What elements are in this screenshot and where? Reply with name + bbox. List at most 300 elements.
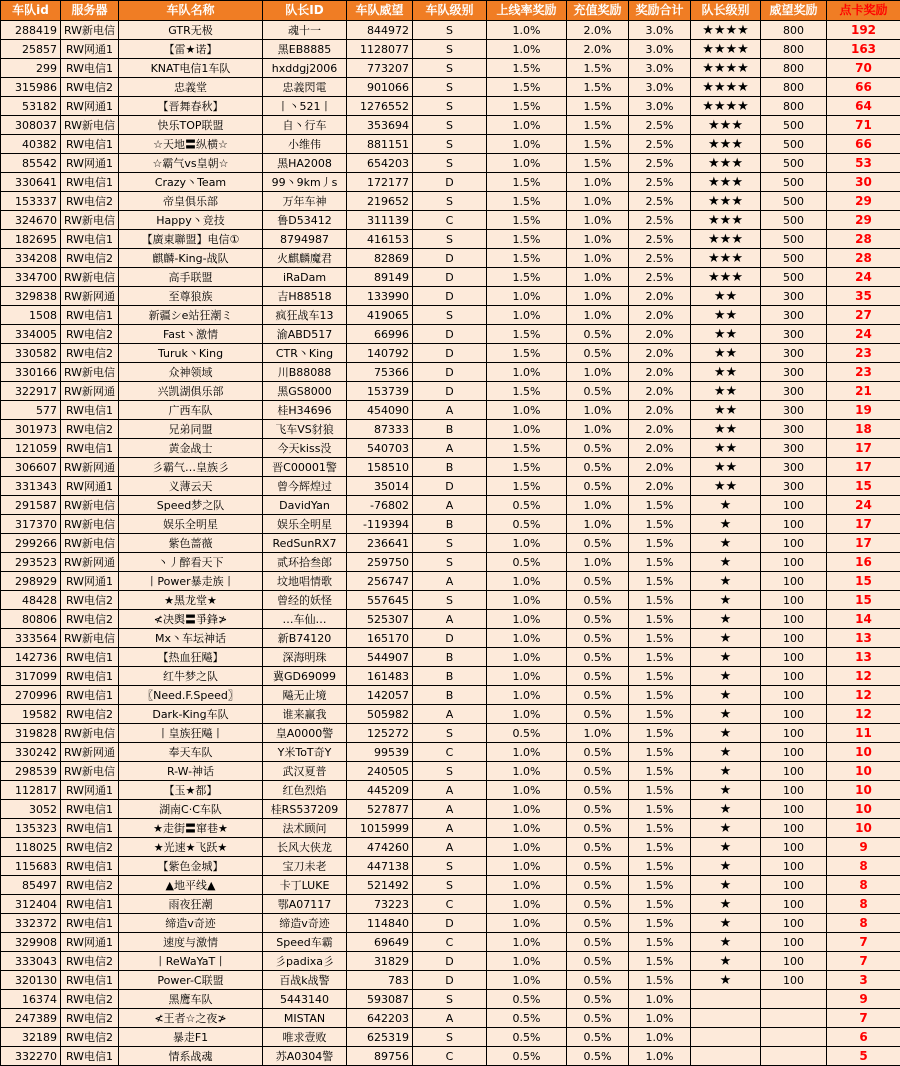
cell-server: RW电信1 bbox=[61, 800, 119, 819]
cell-team-prestige: 1276552 bbox=[347, 97, 413, 116]
table-row bbox=[1, 249, 900, 268]
cell-team-id: 153337 bbox=[1, 192, 61, 211]
cell-team-name: 【热血狂飚】 bbox=[119, 648, 263, 667]
cell-team-name: R-W-神话 bbox=[119, 762, 263, 781]
cell-team-name: Dark-King车队 bbox=[119, 705, 263, 724]
cell-team-level: D bbox=[413, 325, 487, 344]
cell-team-prestige: 87333 bbox=[347, 420, 413, 439]
cell-captain-id: 曾经的妖怪 bbox=[263, 591, 347, 610]
cell-captain-level: ★ bbox=[691, 705, 761, 724]
cell-reward-total: 2.5% bbox=[629, 135, 691, 154]
cell-team-prestige: 654203 bbox=[347, 154, 413, 173]
cell-server: RW电信1 bbox=[61, 1047, 119, 1066]
cell-card-reward: 8 bbox=[827, 876, 900, 895]
cell-team-prestige: 240505 bbox=[347, 762, 413, 781]
cell-team-prestige: 142057 bbox=[347, 686, 413, 705]
cell-team-name: 兴凯湖俱乐部 bbox=[119, 382, 263, 401]
table-row bbox=[1, 211, 900, 230]
cell-recharge-reward: 0.5% bbox=[567, 1009, 629, 1028]
cell-team-prestige: 625319 bbox=[347, 1028, 413, 1047]
cell-server: RW电信1 bbox=[61, 306, 119, 325]
cell-online-reward: 0.5% bbox=[487, 1028, 567, 1047]
cell-online-reward: 1.0% bbox=[487, 610, 567, 629]
cell-reward-total: 1.5% bbox=[629, 914, 691, 933]
cell-team-id: 317099 bbox=[1, 667, 61, 686]
cell-team-id: 85497 bbox=[1, 876, 61, 895]
cell-recharge-reward: 1.0% bbox=[567, 515, 629, 534]
cell-team-name: 速度与激情 bbox=[119, 933, 263, 952]
cell-team-level: A bbox=[413, 572, 487, 591]
cell-card-reward: 15 bbox=[827, 572, 900, 591]
cell-team-prestige: -119394 bbox=[347, 515, 413, 534]
cell-captain-id: 渝ABD517 bbox=[263, 325, 347, 344]
cell-team-name: 彡霸气…皇族彡 bbox=[119, 458, 263, 477]
cell-team-level: A bbox=[413, 401, 487, 420]
cell-recharge-reward: 1.0% bbox=[567, 724, 629, 743]
cell-online-reward: 0.5% bbox=[487, 515, 567, 534]
cell-prestige-reward: 300 bbox=[761, 458, 827, 477]
cell-server: RW新网通 bbox=[61, 287, 119, 306]
cell-card-reward: 35 bbox=[827, 287, 900, 306]
cell-captain-level: ★★ bbox=[691, 439, 761, 458]
cell-server: RW电信1 bbox=[61, 230, 119, 249]
cell-team-prestige: 259750 bbox=[347, 553, 413, 572]
cell-card-reward: 7 bbox=[827, 952, 900, 971]
cell-team-id: 25857 bbox=[1, 40, 61, 59]
cell-captain-id: 8794987 bbox=[263, 230, 347, 249]
cell-reward-total: 2.0% bbox=[629, 363, 691, 382]
cell-team-id: 121059 bbox=[1, 439, 61, 458]
cell-captain-id: 坟地唱情歌 bbox=[263, 572, 347, 591]
cell-team-name: 忠義堂 bbox=[119, 78, 263, 97]
cell-reward-total: 1.5% bbox=[629, 629, 691, 648]
cell-captain-id: 卡丁LUKE bbox=[263, 876, 347, 895]
cell-prestige-reward: 100 bbox=[761, 724, 827, 743]
cell-reward-total: 2.5% bbox=[629, 268, 691, 287]
cell-server: RW电信1 bbox=[61, 173, 119, 192]
cell-prestige-reward: 500 bbox=[761, 192, 827, 211]
cell-recharge-reward: 0.5% bbox=[567, 458, 629, 477]
cell-captain-id: 贰环拾叁郎 bbox=[263, 553, 347, 572]
cell-prestige-reward: 300 bbox=[761, 287, 827, 306]
cell-prestige-reward: 800 bbox=[761, 40, 827, 59]
cell-team-prestige: 447138 bbox=[347, 857, 413, 876]
cell-card-reward: 29 bbox=[827, 192, 900, 211]
table-row bbox=[1, 268, 900, 287]
cell-prestige-reward: 100 bbox=[761, 610, 827, 629]
cell-reward-total: 1.5% bbox=[629, 572, 691, 591]
cell-captain-id: 飞车VS豺狼 bbox=[263, 420, 347, 439]
cell-team-id: 182695 bbox=[1, 230, 61, 249]
cell-server: RW网通1 bbox=[61, 477, 119, 496]
cell-captain-id: 法术顾问 bbox=[263, 819, 347, 838]
cell-recharge-reward: 2.0% bbox=[567, 40, 629, 59]
cell-team-name: 暴走F1 bbox=[119, 1028, 263, 1047]
cell-captain-level: ★★ bbox=[691, 458, 761, 477]
cell-captain-level: ★★★ bbox=[691, 268, 761, 287]
cell-online-reward: 1.5% bbox=[487, 97, 567, 116]
cell-team-name: Speed梦之队 bbox=[119, 496, 263, 515]
cell-recharge-reward: 1.0% bbox=[567, 420, 629, 439]
cell-reward-total: 1.5% bbox=[629, 933, 691, 952]
cell-prestige-reward: 300 bbox=[761, 382, 827, 401]
cell-recharge-reward: 0.5% bbox=[567, 895, 629, 914]
cell-card-reward: 10 bbox=[827, 743, 900, 762]
cell-card-reward: 16 bbox=[827, 553, 900, 572]
cell-online-reward: 1.0% bbox=[487, 154, 567, 173]
cell-recharge-reward: 0.5% bbox=[567, 382, 629, 401]
cell-captain-id: 长风大侠龙 bbox=[263, 838, 347, 857]
cell-team-name: 〖Need.F.Speed〗 bbox=[119, 686, 263, 705]
cell-captain-level: ★★ bbox=[691, 344, 761, 363]
cell-recharge-reward: 0.5% bbox=[567, 439, 629, 458]
cell-team-id: 330582 bbox=[1, 344, 61, 363]
cell-recharge-reward: 0.5% bbox=[567, 534, 629, 553]
cell-team-level: S bbox=[413, 78, 487, 97]
cell-prestige-reward: 300 bbox=[761, 401, 827, 420]
table-row bbox=[1, 325, 900, 344]
cell-team-id: 299 bbox=[1, 59, 61, 78]
cell-prestige-reward: 100 bbox=[761, 629, 827, 648]
cell-online-reward: 1.0% bbox=[487, 686, 567, 705]
cell-captain-id: 魂十一 bbox=[263, 21, 347, 40]
cell-team-prestige: 1015999 bbox=[347, 819, 413, 838]
cell-team-prestige: 158510 bbox=[347, 458, 413, 477]
cell-card-reward: 24 bbox=[827, 268, 900, 287]
cell-captain-id: MISTAN bbox=[263, 1009, 347, 1028]
cell-reward-total: 1.0% bbox=[629, 1047, 691, 1066]
cell-team-name: Happy丶竞技 bbox=[119, 211, 263, 230]
table-row bbox=[1, 553, 900, 572]
cell-team-prestige: 881151 bbox=[347, 135, 413, 154]
cell-card-reward: 28 bbox=[827, 230, 900, 249]
cell-card-reward: 12 bbox=[827, 686, 900, 705]
cell-online-reward: 0.5% bbox=[487, 990, 567, 1009]
cell-recharge-reward: 0.5% bbox=[567, 914, 629, 933]
table-row bbox=[1, 610, 900, 629]
cell-team-level: S bbox=[413, 306, 487, 325]
cell-captain-level: ★★★★ bbox=[691, 78, 761, 97]
cell-captain-id: hxddgj2006 bbox=[263, 59, 347, 78]
cell-online-reward: 1.0% bbox=[487, 819, 567, 838]
cell-server: RW新电信 bbox=[61, 211, 119, 230]
cell-recharge-reward: 0.5% bbox=[567, 857, 629, 876]
cell-team-prestige: 133990 bbox=[347, 287, 413, 306]
cell-team-name: 【雷★诺】 bbox=[119, 40, 263, 59]
cell-reward-total: 1.5% bbox=[629, 496, 691, 515]
header-captain-id: 队长ID bbox=[263, 1, 347, 21]
cell-team-id: 333564 bbox=[1, 629, 61, 648]
cell-team-prestige: 66996 bbox=[347, 325, 413, 344]
cell-server: RW电信1 bbox=[61, 648, 119, 667]
cell-captain-id: Speed车霸 bbox=[263, 933, 347, 952]
cell-reward-total: 2.5% bbox=[629, 116, 691, 135]
cell-captain-level: ★★★ bbox=[691, 116, 761, 135]
table-row bbox=[1, 857, 900, 876]
table-row bbox=[1, 1028, 900, 1047]
cell-team-level: S bbox=[413, 59, 487, 78]
cell-team-id: 317370 bbox=[1, 515, 61, 534]
table-row bbox=[1, 287, 900, 306]
cell-captain-level: ★★★★ bbox=[691, 59, 761, 78]
table-row bbox=[1, 154, 900, 173]
cell-team-prestige: 454090 bbox=[347, 401, 413, 420]
cell-reward-total: 1.5% bbox=[629, 610, 691, 629]
cell-captain-id: 5443140 bbox=[263, 990, 347, 1009]
cell-team-id: 53182 bbox=[1, 97, 61, 116]
cell-captain-id: 鲁D53412 bbox=[263, 211, 347, 230]
cell-team-id: 324670 bbox=[1, 211, 61, 230]
cell-team-id: 80806 bbox=[1, 610, 61, 629]
cell-reward-total: 2.5% bbox=[629, 230, 691, 249]
cell-team-level: S bbox=[413, 97, 487, 116]
cell-captain-level: ★ bbox=[691, 724, 761, 743]
cell-prestige-reward bbox=[761, 1009, 827, 1028]
cell-captain-level: ★ bbox=[691, 762, 761, 781]
cell-captain-id: …车仙… bbox=[263, 610, 347, 629]
cell-team-name: 义薄云天 bbox=[119, 477, 263, 496]
cell-reward-total: 2.0% bbox=[629, 458, 691, 477]
cell-card-reward: 17 bbox=[827, 515, 900, 534]
cell-captain-id: 小维伟 bbox=[263, 135, 347, 154]
cell-prestige-reward: 100 bbox=[761, 553, 827, 572]
cell-prestige-reward: 100 bbox=[761, 686, 827, 705]
cell-prestige-reward: 300 bbox=[761, 363, 827, 382]
cell-team-level: C bbox=[413, 1047, 487, 1066]
cell-online-reward: 1.0% bbox=[487, 952, 567, 971]
cell-team-prestige: -76802 bbox=[347, 496, 413, 515]
header-team-id: 车队id bbox=[1, 1, 61, 21]
cell-reward-total: 1.5% bbox=[629, 800, 691, 819]
cell-prestige-reward: 800 bbox=[761, 21, 827, 40]
cell-prestige-reward: 300 bbox=[761, 420, 827, 439]
cell-team-level: D bbox=[413, 287, 487, 306]
cell-team-prestige: 140792 bbox=[347, 344, 413, 363]
cell-recharge-reward: 0.5% bbox=[567, 876, 629, 895]
table-row bbox=[1, 838, 900, 857]
cell-reward-total: 1.5% bbox=[629, 724, 691, 743]
cell-online-reward: 1.0% bbox=[487, 933, 567, 952]
cell-captain-level bbox=[691, 1009, 761, 1028]
cell-team-name: Turuk丶King bbox=[119, 344, 263, 363]
cell-team-id: 332372 bbox=[1, 914, 61, 933]
cell-card-reward: 7 bbox=[827, 1009, 900, 1028]
cell-online-reward: 1.0% bbox=[487, 363, 567, 382]
cell-reward-total: 1.5% bbox=[629, 895, 691, 914]
cell-card-reward: 19 bbox=[827, 401, 900, 420]
cell-server: RW电信1 bbox=[61, 914, 119, 933]
cell-team-id: 306607 bbox=[1, 458, 61, 477]
cell-recharge-reward: 0.5% bbox=[567, 933, 629, 952]
cell-card-reward: 13 bbox=[827, 629, 900, 648]
cell-recharge-reward: 0.5% bbox=[567, 1028, 629, 1047]
cell-server: RW新电信 bbox=[61, 496, 119, 515]
cell-team-level: C bbox=[413, 895, 487, 914]
cell-team-id: 298539 bbox=[1, 762, 61, 781]
cell-online-reward: 1.5% bbox=[487, 249, 567, 268]
table-row bbox=[1, 230, 900, 249]
cell-recharge-reward: 1.5% bbox=[567, 78, 629, 97]
cell-team-name: 奉天车队 bbox=[119, 743, 263, 762]
cell-reward-total: 2.0% bbox=[629, 420, 691, 439]
cell-team-level: S bbox=[413, 553, 487, 572]
cell-card-reward: 192 bbox=[827, 21, 900, 40]
cell-prestige-reward: 100 bbox=[761, 496, 827, 515]
cell-team-name: ≮决舆〓爭鋒≯ bbox=[119, 610, 263, 629]
cell-prestige-reward: 100 bbox=[761, 515, 827, 534]
cell-card-reward: 28 bbox=[827, 249, 900, 268]
cell-online-reward: 1.0% bbox=[487, 116, 567, 135]
cell-team-level: D bbox=[413, 629, 487, 648]
cell-captain-level: ★ bbox=[691, 743, 761, 762]
cell-server: RW新电信 bbox=[61, 116, 119, 135]
cell-online-reward: 1.0% bbox=[487, 21, 567, 40]
cell-recharge-reward: 1.0% bbox=[567, 249, 629, 268]
cell-team-id: 291587 bbox=[1, 496, 61, 515]
table-row bbox=[1, 781, 900, 800]
cell-card-reward: 23 bbox=[827, 363, 900, 382]
cell-prestige-reward: 100 bbox=[761, 838, 827, 857]
cell-card-reward: 10 bbox=[827, 762, 900, 781]
cell-recharge-reward: 2.0% bbox=[567, 21, 629, 40]
cell-team-prestige: 505982 bbox=[347, 705, 413, 724]
cell-team-id: 331343 bbox=[1, 477, 61, 496]
cell-card-reward: 8 bbox=[827, 857, 900, 876]
cell-online-reward: 1.0% bbox=[487, 667, 567, 686]
cell-team-id: 135323 bbox=[1, 819, 61, 838]
cell-captain-id: 唯求壹败 bbox=[263, 1028, 347, 1047]
cell-team-name: 新疆シe站狂潮ミ bbox=[119, 306, 263, 325]
cell-captain-level: ★ bbox=[691, 553, 761, 572]
cell-team-prestige: 89149 bbox=[347, 268, 413, 287]
header-prestige-reward: 威望奖励 bbox=[761, 1, 827, 21]
cell-card-reward: 18 bbox=[827, 420, 900, 439]
cell-team-level: S bbox=[413, 1028, 487, 1047]
header-reward-total: 奖励合计 bbox=[629, 1, 691, 21]
cell-online-reward: 1.5% bbox=[487, 59, 567, 78]
cell-card-reward: 10 bbox=[827, 819, 900, 838]
cell-captain-id: 苏A0304警 bbox=[263, 1047, 347, 1066]
cell-team-level: A bbox=[413, 496, 487, 515]
cell-team-level: A bbox=[413, 1009, 487, 1028]
cell-server: RW电信2 bbox=[61, 876, 119, 895]
header-team-prestige: 车队威望 bbox=[347, 1, 413, 21]
cell-team-name: 红牛梦之队 bbox=[119, 667, 263, 686]
cell-online-reward: 1.0% bbox=[487, 572, 567, 591]
cell-online-reward: 0.5% bbox=[487, 1047, 567, 1066]
cell-team-level: B bbox=[413, 515, 487, 534]
cell-server: RW电信1 bbox=[61, 401, 119, 420]
cell-team-level: S bbox=[413, 135, 487, 154]
cell-card-reward: 5 bbox=[827, 1047, 900, 1066]
cell-team-prestige: 783 bbox=[347, 971, 413, 990]
cell-team-name: GTR无极 bbox=[119, 21, 263, 40]
cell-captain-level: ★★ bbox=[691, 363, 761, 382]
cell-team-name: 【紫色金城】 bbox=[119, 857, 263, 876]
cell-prestige-reward: 100 bbox=[761, 933, 827, 952]
cell-team-id: 299266 bbox=[1, 534, 61, 553]
table-row bbox=[1, 534, 900, 553]
cell-reward-total: 1.5% bbox=[629, 534, 691, 553]
cell-card-reward: 24 bbox=[827, 325, 900, 344]
cell-recharge-reward: 1.0% bbox=[567, 268, 629, 287]
cell-captain-id: 丨丶521丨 bbox=[263, 97, 347, 116]
cell-team-name: 湖南C·C车队 bbox=[119, 800, 263, 819]
cell-server: RW电信1 bbox=[61, 819, 119, 838]
cell-recharge-reward: 1.0% bbox=[567, 173, 629, 192]
cell-team-id: 19582 bbox=[1, 705, 61, 724]
table-row bbox=[1, 78, 900, 97]
cell-team-id: 301973 bbox=[1, 420, 61, 439]
cell-prestige-reward bbox=[761, 1028, 827, 1047]
cell-captain-id: RedSunRX7 bbox=[263, 534, 347, 553]
cell-team-name: 娱乐全明星 bbox=[119, 515, 263, 534]
table-row bbox=[1, 363, 900, 382]
cell-team-prestige: 416153 bbox=[347, 230, 413, 249]
cell-team-name: 众神领域 bbox=[119, 363, 263, 382]
cell-prestige-reward: 500 bbox=[761, 211, 827, 230]
cell-recharge-reward: 0.5% bbox=[567, 667, 629, 686]
cell-captain-id: 晋C00001警 bbox=[263, 458, 347, 477]
cell-team-level: A bbox=[413, 838, 487, 857]
cell-team-id: 334208 bbox=[1, 249, 61, 268]
cell-card-reward: 17 bbox=[827, 534, 900, 553]
cell-card-reward: 6 bbox=[827, 1028, 900, 1047]
table-row bbox=[1, 572, 900, 591]
cell-team-name: 高手联盟 bbox=[119, 268, 263, 287]
cell-captain-id: 宝刀未老 bbox=[263, 857, 347, 876]
cell-recharge-reward: 0.5% bbox=[567, 819, 629, 838]
cell-team-name: ★走街〓窜巷★ bbox=[119, 819, 263, 838]
table-row bbox=[1, 705, 900, 724]
cell-team-id: 332270 bbox=[1, 1047, 61, 1066]
cell-prestige-reward: 300 bbox=[761, 325, 827, 344]
cell-prestige-reward: 100 bbox=[761, 876, 827, 895]
cell-prestige-reward: 100 bbox=[761, 800, 827, 819]
table-row bbox=[1, 743, 900, 762]
cell-team-name: 丨Power暴走族丨 bbox=[119, 572, 263, 591]
cell-prestige-reward: 300 bbox=[761, 344, 827, 363]
cell-server: RW网通1 bbox=[61, 97, 119, 116]
cell-reward-total: 1.5% bbox=[629, 819, 691, 838]
cell-server: RW电信2 bbox=[61, 705, 119, 724]
cell-server: RW新电信 bbox=[61, 724, 119, 743]
cell-team-level: C bbox=[413, 933, 487, 952]
cell-recharge-reward: 1.0% bbox=[567, 553, 629, 572]
cell-team-level: D bbox=[413, 344, 487, 363]
cell-online-reward: 1.0% bbox=[487, 762, 567, 781]
cell-online-reward: 1.0% bbox=[487, 857, 567, 876]
cell-card-reward: 23 bbox=[827, 344, 900, 363]
cell-recharge-reward: 1.5% bbox=[567, 154, 629, 173]
cell-team-id: 322917 bbox=[1, 382, 61, 401]
cell-team-id: 85542 bbox=[1, 154, 61, 173]
cell-server: RW新网通 bbox=[61, 743, 119, 762]
cell-captain-level: ★ bbox=[691, 933, 761, 952]
table-header bbox=[1, 1, 900, 21]
cell-team-prestige: 89756 bbox=[347, 1047, 413, 1066]
table-row bbox=[1, 97, 900, 116]
cell-reward-total: 2.5% bbox=[629, 173, 691, 192]
cell-server: RW电信1 bbox=[61, 895, 119, 914]
cell-reward-total: 2.5% bbox=[629, 249, 691, 268]
cell-server: RW新电信 bbox=[61, 515, 119, 534]
cell-server: RW电信2 bbox=[61, 325, 119, 344]
cell-captain-level: ★★★ bbox=[691, 154, 761, 173]
cell-team-name: 【晋舞春秋】 bbox=[119, 97, 263, 116]
cell-team-id: 118025 bbox=[1, 838, 61, 857]
cell-captain-id: 娱乐全明星 bbox=[263, 515, 347, 534]
